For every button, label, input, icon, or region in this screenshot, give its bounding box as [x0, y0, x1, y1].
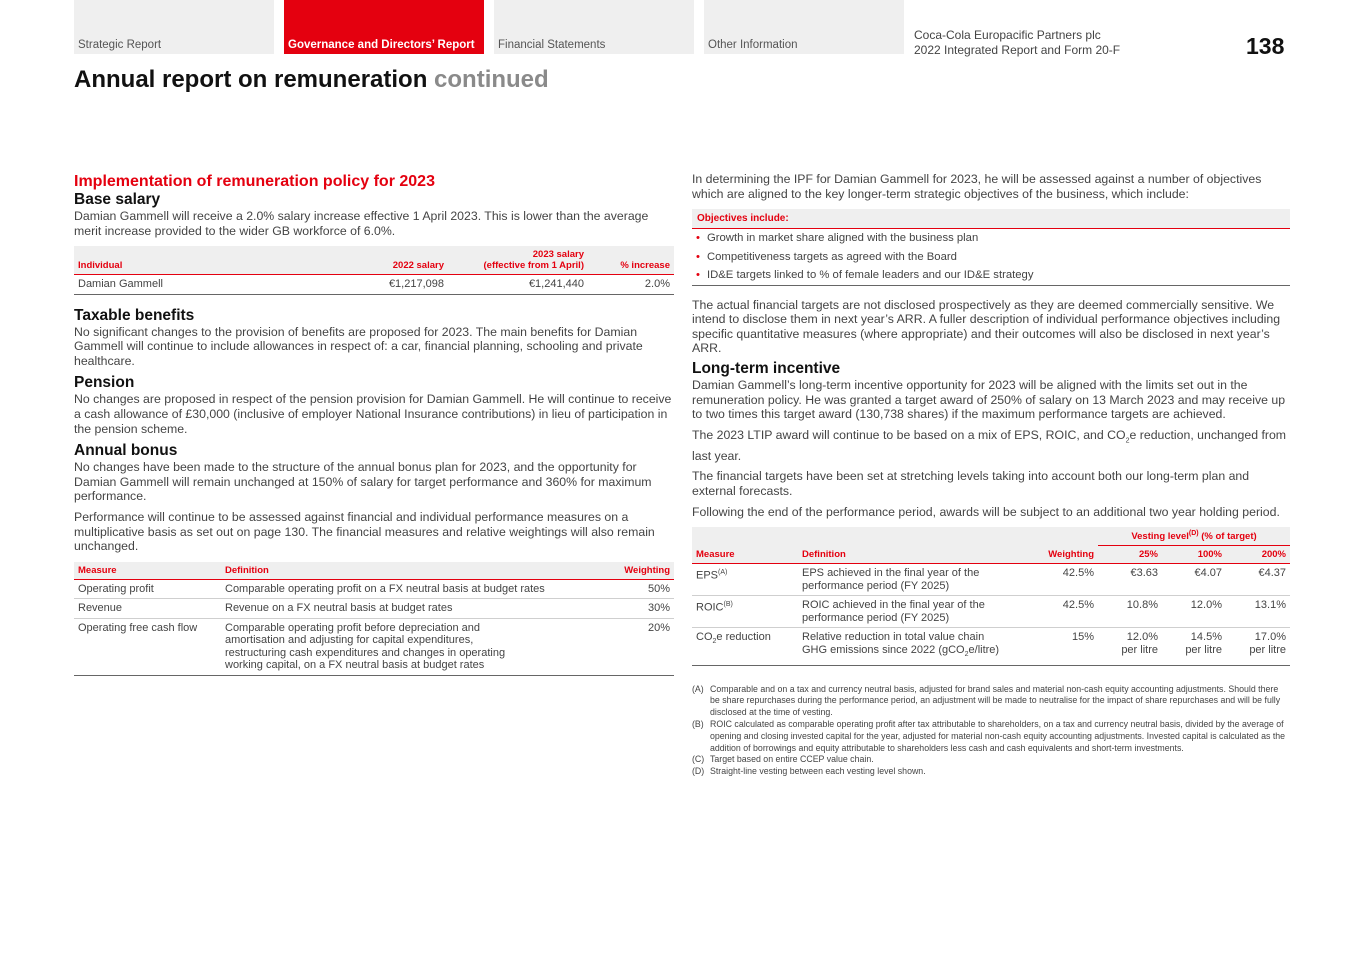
objectives-box [692, 209, 1290, 286]
page-title [74, 66, 549, 94]
cell-weighting: 30% [614, 599, 674, 619]
tab-strategic-report[interactable] [74, 0, 274, 54]
definition-b: e/litre) [968, 643, 1000, 656]
report-name: 2022 Integrated Report and Form 20-F [914, 43, 1121, 57]
company-name: Coca-Cola Europacific Partners plc [914, 28, 1101, 42]
col-2023-salary-line1: 2023 salary [532, 249, 584, 261]
col-weighting: Weighting [614, 562, 674, 580]
value: 14.5% [1190, 631, 1222, 644]
col-increase: % increase [588, 246, 674, 275]
col-25: 25% [1098, 546, 1162, 564]
cell-measure: Operating free cash flow [74, 618, 221, 675]
lti-text-2-a: The 2023 LTIP award will continue to be based on a mix of EPS, ROIC, and CO [692, 427, 1126, 442]
targets-text: The actual financial targets are not disclosed prospectively as they are deemed commercially sensitive. We intend to disclose them in next year’s ARR. A fuller description of individual performance objectives including specific quantitative measures (where appropriate) and their outcomes will also be disclosed in next year’s ARR. [692, 297, 1281, 356]
col-2023-salary [448, 246, 588, 275]
cell-weighting: 42.5% [1032, 596, 1098, 628]
cell-25: €3.63 [1098, 564, 1162, 596]
measure-name-b: e reduction [716, 631, 771, 644]
taxable-benefits-text: No significant changes to the provision of benefits are proposed for 2023. The main benefits for Damian Gammell will continue to include allowances in respect of: a car, financial planning, schooling and private healthcare. [74, 324, 643, 368]
tab-other-information[interactable] [704, 0, 904, 54]
cell-2023-salary: €1,241,440 [448, 275, 588, 295]
tab-governance[interactable] [284, 0, 484, 54]
cell-measure: Operating profit [74, 579, 221, 599]
definition-sub: 2 [964, 651, 969, 659]
cell-weighting: 15% [1032, 628, 1098, 665]
measure-name-a: CO [696, 631, 713, 644]
cell-100: 12.0% [1162, 596, 1226, 628]
cell-2022-salary: €1,217,098 [368, 275, 448, 295]
unit: per litre [1121, 643, 1158, 656]
tab-label: Governance and Directors’ Report [288, 39, 475, 51]
cell-weighting: 50% [614, 579, 674, 599]
table-row [74, 579, 674, 599]
footnote-key: (B) [692, 719, 704, 729]
document-meta [914, 28, 1120, 58]
measure-name: EPS [696, 570, 719, 583]
cell-increase: 2.0% [588, 275, 674, 295]
page-number: 138 [1246, 33, 1285, 59]
table-row [74, 618, 674, 675]
page-title-main: Annual report on remuneration [74, 66, 428, 93]
lti-text-1: Damian Gammell’s long-term incentive opportunity for 2023 will be aligned with the limits set out in the remuneration policy. He was granted a target award of 250% of salary on 13 March 2023 and may receive up to two times this target award (130,738 shares) if the maximum performance targets are achieved. [692, 378, 1286, 422]
annual-bonus-text-1: No changes have been made to the structure of the annual bonus plan for 2023, and the opportunity for Damian Gammell will remain unchanged at 150% of salary for target performance and 360% for maximum performance. [74, 460, 652, 504]
table-row [74, 599, 674, 619]
cell-individual: Damian Gammell [74, 275, 368, 295]
annual-bonus-heading: Annual bonus [74, 442, 178, 460]
footnote [692, 719, 1290, 754]
lti-text-3: The financial targets have been set at stretching levels taking into account both our long-term plan and external forecasts. [692, 469, 1250, 499]
cell-200: €4.37 [1226, 564, 1290, 596]
value: 12.0% [1126, 631, 1158, 644]
tab-label: Strategic Report [78, 39, 162, 51]
right-column [692, 172, 1290, 778]
table-row [692, 628, 1290, 665]
measure-sub: 2 [712, 638, 717, 646]
col-measure: Measure [692, 546, 798, 564]
lti-heading: Long-term incentive [692, 360, 841, 378]
base-salary-text: Damian Gammell will receive a 2.0% salary increase effective 1 April 2023. This is lower than the average merit increase provided to the wider GB workforce of 6.0%. [74, 209, 649, 238]
value: 17.0% [1254, 631, 1286, 644]
tab-financial-statements[interactable] [494, 0, 694, 54]
bonus-measures-table [74, 562, 674, 676]
col-2022-salary: 2022 salary [368, 246, 448, 275]
salary-table [74, 246, 674, 295]
tab-label: Other Information [708, 39, 798, 51]
objectives-list [692, 229, 1290, 285]
cell-measure [692, 596, 798, 628]
cell-definition: EPS achieved in the final year of the performance period (FY 2025) [798, 564, 1032, 596]
tab-label: Financial Statements [498, 39, 606, 51]
cell-200 [1226, 628, 1290, 665]
lti-text-2-b: e reduction, unchanged from last year. [692, 427, 1287, 463]
cell-definition: Comparable operating profit before depreciation and amortisation and adjusting for capital expenditures, restructuring cash expenditures and changes in operating working capital, on a FX neutral basis at budget rates [221, 618, 614, 675]
cell-100 [1162, 628, 1226, 665]
footnote-text: Straight-line vesting between each vesting level shown. [710, 766, 926, 777]
lti-text-4: Following the end of the performance period, awards will be subject to an additional two year holding period. [692, 504, 1280, 519]
cell-100: €4.07 [1162, 564, 1226, 596]
cell-definition [798, 628, 1032, 665]
unit: per litre [1185, 643, 1222, 656]
col-100: 100% [1162, 546, 1226, 564]
list-item: • ID&E targets linked to % of female leaders and our ID&E strategy [692, 266, 1290, 285]
pension-heading: Pension [74, 374, 135, 392]
cell-25: 10.8% [1098, 596, 1162, 628]
footnote-key: (A) [692, 683, 704, 694]
measure-name: ROIC [696, 602, 724, 615]
list-item: • Growth in market share aligned with the business plan [692, 229, 1290, 248]
table-row [74, 275, 674, 295]
vesting-level-suffix: (% of target) [1198, 531, 1257, 543]
footnote [692, 754, 1290, 766]
table-row [692, 596, 1290, 628]
col-weighting: Weighting [1032, 546, 1098, 564]
footnote [692, 766, 1290, 778]
table-row [692, 564, 1290, 596]
cell-measure: Revenue [74, 599, 221, 619]
vesting-level-label: Vesting level [1131, 531, 1189, 543]
vesting-level-sup: (D) [1188, 530, 1199, 538]
annual-bonus-text-2: Performance will continue to be assessed against financial and individual performance measures on a multiplicative basis as set out on page 130. The financial measures and relative weightings will also remain unchanged. [74, 510, 655, 554]
header-spacer [692, 527, 798, 546]
section-title: Implementation of remuneration policy for 2023 [74, 173, 435, 190]
col-200: 200% [1226, 546, 1290, 564]
col-definition: Definition [221, 562, 614, 580]
cell-25 [1098, 628, 1162, 665]
base-salary-heading: Base salary [74, 191, 161, 208]
cell-200: 13.1% [1226, 596, 1290, 628]
cell-definition: ROIC achieved in the final year of the performance period (FY 2025) [798, 596, 1032, 628]
footnote-text: ROIC calculated as comparable operating profit after tax attributable to shareholders, on a tax and currency neutral basis, divided by the average of opening and closing invested capital for the year, adjusted for material non-cash equity accounting adjustments. Invested capital is calculated as the addition of borrowings and equity attributable to shareholders less cash and cash equivalents and short-term investments. [710, 719, 1286, 753]
cell-weighting: 20% [614, 618, 674, 675]
header-spacer [1032, 527, 1098, 546]
cell-measure [692, 564, 798, 596]
footnotes [692, 684, 1290, 778]
vesting-table [692, 527, 1290, 665]
taxable-benefits-heading: Taxable benefits [74, 306, 195, 324]
cell-definition: Revenue on a FX neutral basis at budget rates [221, 599, 614, 619]
footnote-text: Target based on entire CCEP value chain. [710, 754, 874, 765]
pension-text: No changes are proposed in respect of the pension provision for Damian Gammell. He will continue to receive a cash allowance of £30,000 (inclusive of employer National Insurance contributions) in lieu of participation in the pension scheme. [74, 392, 672, 436]
section-tabs [74, 0, 904, 54]
objectives-heading: Objectives include: [692, 209, 1290, 229]
measure-sup: (A) [718, 569, 728, 577]
cell-measure [692, 628, 798, 665]
col-2023-salary-line2: (effective from 1 April) [483, 260, 584, 272]
left-column [74, 172, 674, 676]
footnote-key: (D) [692, 766, 705, 777]
lti-text-2 [692, 428, 1290, 464]
footnote-text: Comparable and on a tax and currency neutral basis, adjusted for brand sales and material non-cash equity accounting adjustments. Should there be share repurchases during the performance period, an adjustment will be made to neutralise for the impact of share repurchases and will be fully disclosed at the time of vesting. [710, 683, 1281, 718]
vesting-level-group-header [1098, 527, 1290, 546]
measure-sup: (B) [723, 601, 733, 609]
header-spacer [798, 527, 1032, 546]
page-title-suffix: continued [434, 66, 549, 93]
ipf-text: In determining the IPF for Damian Gammell for 2023, he will be assessed against a number of objectives which are aligned to the key longer-term strategic objectives of the business, which include: [692, 172, 1262, 201]
definition-a: Relative reduction in total value chain GHG emissions since 2022 (gCO [802, 631, 985, 656]
lti-text-2-sub: 2 [1125, 437, 1130, 445]
cell-definition: Comparable operating profit on a FX neutral basis at budget rates [221, 579, 614, 599]
col-measure: Measure [74, 562, 221, 580]
cell-weighting: 42.5% [1032, 564, 1098, 596]
col-definition: Definition [798, 546, 1032, 564]
col-individual: Individual [74, 246, 368, 275]
footnote-key: (C) [692, 754, 705, 765]
list-item: • Competitiveness targets as agreed with the Board [692, 248, 1290, 267]
unit: per litre [1249, 643, 1286, 656]
footnote [692, 684, 1290, 719]
